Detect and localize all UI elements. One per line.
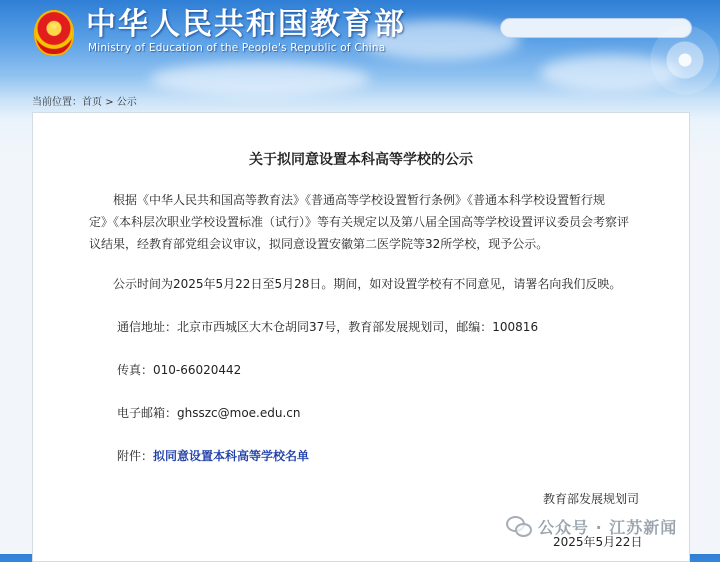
breadcrumb-label: 当前位置：	[32, 97, 82, 108]
breadcrumb-current-link[interactable]: 公示	[116, 97, 137, 108]
notice-body: 根据《中华人民共和国高等教育法》《普通高等学校设置暂行条例》《普通本科学校设置暂行规定》《本科层次职业学校设置标准（试行）》等有关规定以及第八届全国高等学校设置评议委员会考察评议结果，经教育部党组会议审议，拟同意设置安徽第二医学院等32所学校，现予公示。	[89, 193, 630, 251]
notice-email: 电子邮箱：ghsszc@moe.edu.cn	[117, 406, 301, 420]
site-header	[0, 0, 720, 92]
notice-signature: 教育部发展规划司	[543, 492, 640, 506]
notice-address: 通信地址：北京市西城区大木仓胡同37号，教育部发展规划司，邮编：100816	[117, 320, 539, 334]
site-subtitle: Ministry of Education of the People's Republic of China	[88, 42, 386, 54]
notice-fax: 传真：010-66020442	[117, 363, 242, 377]
notice-period: 公示时间为2025年5月22日至5月28日。期间，如对设置学校有不同意见，请署名向我们反映。	[113, 277, 622, 291]
notice-date: 2025年5月22日	[553, 535, 643, 549]
dandelion-decoration	[650, 25, 720, 95]
breadcrumb-separator: >	[105, 97, 114, 108]
notice-panel	[32, 112, 690, 562]
watermark	[506, 514, 677, 538]
notice-attachment	[117, 448, 309, 464]
national-emblem-icon: ★	[34, 10, 74, 56]
watermark-text: 公众号 · 江苏新闻	[538, 517, 678, 537]
cloud-decoration	[150, 62, 370, 96]
breadcrumb-home-link[interactable]: 首页	[82, 97, 102, 108]
wechat-icon	[506, 515, 532, 537]
site-title: 中华人民共和国教育部	[86, 7, 406, 42]
attachment-link[interactable]: 拟同意设置本科高等学校名单	[153, 449, 310, 463]
breadcrumb	[32, 93, 137, 108]
attachment-label: 附件：	[117, 449, 154, 463]
notice-title: 关于拟同意设置本科高等学校的公示	[249, 152, 473, 168]
